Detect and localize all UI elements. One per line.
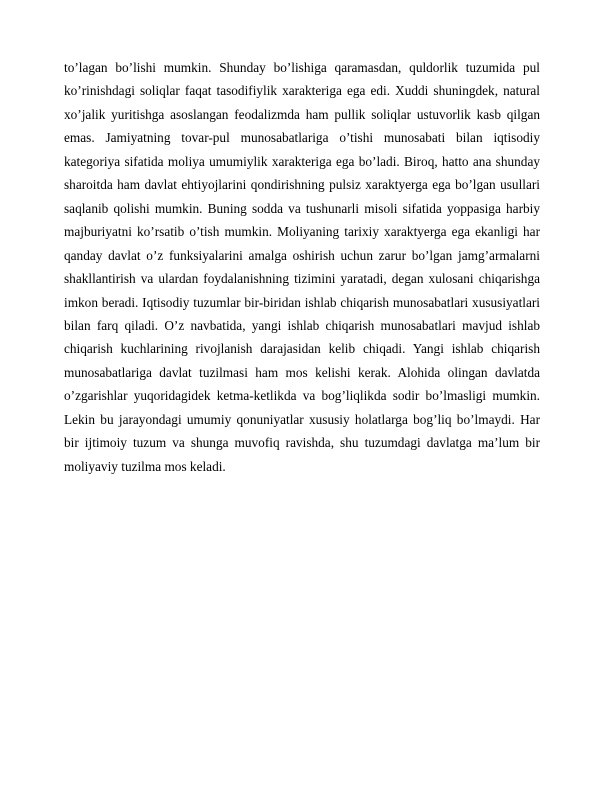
body-paragraph: to’lagan bo’lishi mumkin. Shunday bo’lishiga qaramasdan, quldorlik tuzumida pul ko’rinishdagi soliqlar faqat tasodifiylik xarakteriga ega edi. Xuddi shuningdek, natural xo’jalik yuritishga asoslangan feodalizmda ham pullik soliqlar ustuvorlik kasb qilgan emas. Jamiyatning tovar-pul munosabatlariga o’tishi munosabati bilan iqtisodiy kategoriya sifatida moliya umumiylik xarakteriga ega bo’ladi. Biroq, hatto ana shunday sharoitda ham davlat ehtiyojlarini qondirishning pulsiz xaraktyerga ega bo’lgan usullari saqlanib qolishi mumkin. Buning sodda va tushunarli misoli sifatida yoppasiga harbiy majburiyatni ko’rsatib o’tish mumkin. Moliyaning tarixiy xaraktyerga ega ekanligi har qanday davlat o’z funksiyalarini amalga oshirish uchun zarur bo’lgan jamg’armalarni shakllantirish va ulardan foydalanishning tizimini yaratadi, degan xulosani chiqarishga imkon beradi. Iqtisodiy tuzumlar bir-biridan ishlab chiqarish munosabatlari xususiyatlari bilan farq qiladi. O’z navbatida, yangi ishlab chiqarish munosabatlari mavjud ishlab chiqarish kuchlarining rivojlanish darajasidan kelib chiqadi. Yangi ishlab chiqarish munosabatlariga davlat tuzilmasi ham mos kelishi kerak. Alohida olingan davlatda o’zgarishlar yuqoridagidek ketma-ketlikda va bog’liqlikda sodir bo’lmasligi mumkin. Lekin bu jarayondagi umumiy qonuniyatlar xususiy holatlarga bog’liq bo’lmaydi. Har bir ijtimoiy tuzum va shunga muvofiq ravishda, shu tuzumdagi davlatga ma’lum bir moliyaviy tuzilma mos keladi.: [64, 60, 540, 474]
